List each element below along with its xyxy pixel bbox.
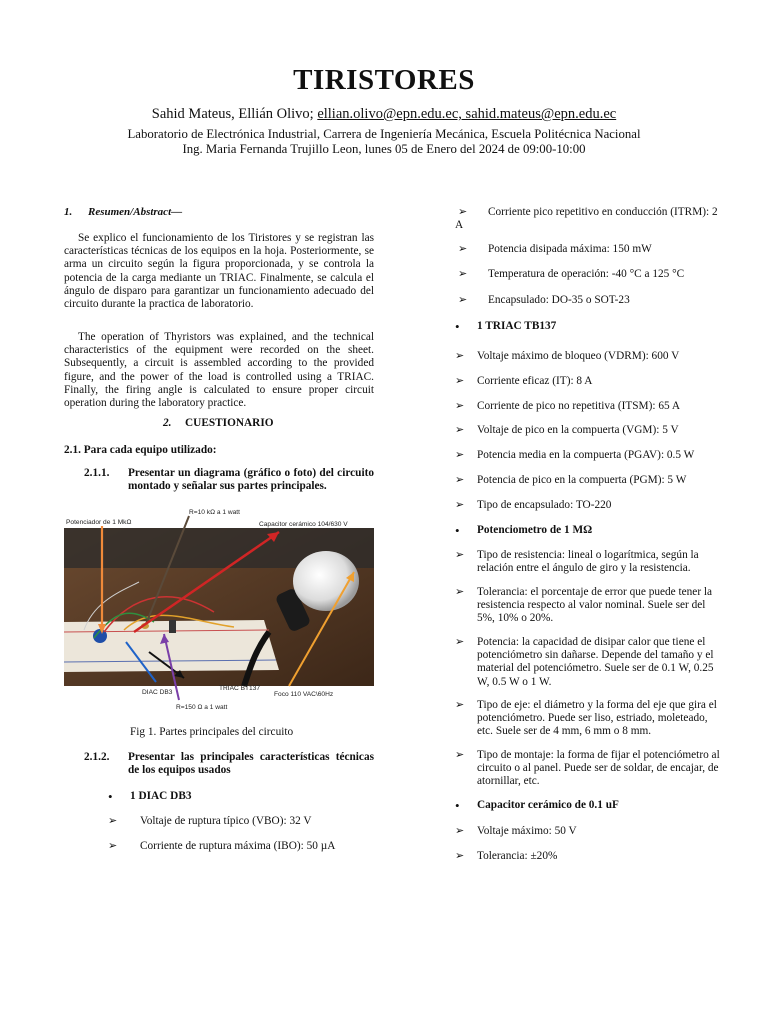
abstract-english: The operation of Thyristors was explained, and the technical characteristics of the equipment were recorded on the sheet. Subsequently, a circuit is assembled according to the provided figure, and the power of the load is controlled using a TRIAC. Finally, the firing angle is calculated to ensure proper circuit operation during the laboratory practice. xyxy=(64,331,374,410)
paper-title: TIRISTORES xyxy=(293,64,475,96)
arrow-bullet-icon: ➢ xyxy=(455,424,465,436)
list-item xyxy=(455,549,725,575)
list-item xyxy=(455,206,725,232)
triac-part xyxy=(169,620,176,633)
list-item xyxy=(455,424,725,437)
arrow-bullet-icon: ➢ xyxy=(458,268,468,280)
arrow-bullet-icon: ➢ xyxy=(455,749,465,761)
list-item xyxy=(455,749,725,789)
instructor-date: Ing. Maria Fernanda Trujillo Leon, lunes 05 de Enero del 2024 de 09:00-10:00 xyxy=(182,142,586,156)
list-item-text: Tipo de resistencia: lineal o logarítmica, según la relación entre el ángulo de giro y la resistencia. xyxy=(477,549,699,575)
abstract-spanish: Se explico el funcionamiento de los Tiristores y se registran las características técnicas de los equipos en la hoja. Posteriormente, se arma un circuito según la figura proporcionada, y se controla la potencia de la carga mediante un TRIAC. Finalmente, se calcula el ángulo de disparo para garantizar un funcionamiento adecuado del circuito durante la practica de laboratorio. xyxy=(64,232,374,311)
list-item-text: Voltaje máximo: 50 V xyxy=(477,825,577,837)
arrow-bullet-icon: ➢ xyxy=(455,375,465,387)
section-2-heading xyxy=(163,417,274,429)
arrow-bullet-icon: ➢ xyxy=(455,825,465,837)
list-item xyxy=(455,850,725,863)
arrow-bullet-icon: ➢ xyxy=(455,636,465,648)
list-item-text: Potencia de pico en la compuerta (PGM): 5 W xyxy=(477,474,687,486)
subsection-2-1-2-number: 2.1.2. xyxy=(84,751,110,763)
list-item-text: Encapsulado: DO-35 o SOT-23 xyxy=(488,294,630,306)
list-item-text: Corriente eficaz (IT): 8 A xyxy=(477,375,593,387)
list-item-text: Tipo de eje: el diámetro y la forma del eje que gira el potenciómetro. Puede ser liso, estriado, moleteado, etc. Suele ser de 4 mm, 6 mm o 8 mm. xyxy=(477,699,717,738)
bullet-potentiometer-title: Potenciometro de 1 MΩ xyxy=(477,524,593,536)
list-item xyxy=(455,825,725,838)
list-item-text: Voltaje de ruptura típico (VBO): 32 V xyxy=(140,815,312,827)
bullet-dot: • xyxy=(455,523,460,538)
label-potentiometer: Potenciador de 1 MkΩ xyxy=(66,519,132,526)
list-item xyxy=(455,586,725,626)
bullet-diac-title: 1 DIAC DB3 xyxy=(130,790,192,802)
list-item xyxy=(455,350,725,363)
section-2-number: 2. xyxy=(163,417,172,429)
list-item-text: Temperatura de operación: -40 °C a 125 °C xyxy=(488,268,685,280)
arrow-bullet-icon: ➢ xyxy=(455,549,465,561)
arrow-bullet-icon: ➢ xyxy=(455,350,465,362)
list-item-text: Potencia: la capacidad de disipar calor que tiene el potenciómetro sin dañarse. Depende del tamaño y el material del potenciómetro. Suele ser de 0.1 W, 0.25 W, 0.5 W o 1 W. xyxy=(477,636,714,688)
subsection-2-1-1-text: Presentar un diagrama (gráfico o foto) del circuito montado y señalar sus partes principales. xyxy=(128,467,374,493)
list-item-text: Tipo de montaje: la forma de fijar el potenciómetro al circuito o al panel. Puede ser de soldar, de encajar, de atornillar, etc. xyxy=(477,749,720,788)
bullet-dot: • xyxy=(455,319,460,334)
authors-emails[interactable]: ellian.olivo@epn.edu.ec, sahid.mateus@epn.edu.ec xyxy=(317,106,617,122)
list-item-text: Tolerancia: el porcentaje de error que puede tener la resistencia respecto al valor nominal. Suele ser del 5%, 10% o 20%. xyxy=(477,586,713,625)
bullet-triac-title: 1 TRIAC TB137 xyxy=(477,320,557,332)
list-item xyxy=(455,449,725,462)
label-diac: DIAC DB3 xyxy=(142,689,173,696)
arrow-bullet-icon: ➢ xyxy=(455,699,465,711)
list-item xyxy=(455,268,725,281)
label-triac: TRIAC BT137 xyxy=(219,685,261,692)
arrow-bullet-icon: ➢ xyxy=(455,449,465,461)
list-item-text: Corriente de ruptura máxima (IBO): 50 µA xyxy=(140,840,336,852)
subsection-2-1-2-text: Presentar las principales características técnicas de los equipos usados xyxy=(128,751,374,777)
list-item xyxy=(455,499,725,512)
label-foco: Foco 110 VAC\60Hz xyxy=(274,691,334,698)
arrow-bullet-icon: ➢ xyxy=(455,499,465,511)
bullet-capacitor-title: Capacitor cerámico de 0.1 uF xyxy=(477,799,619,811)
section-1-number: 1. xyxy=(64,206,73,218)
arrow-bullet-icon: ➢ xyxy=(108,815,118,827)
list-item xyxy=(455,699,725,739)
arrow-bullet-icon: ➢ xyxy=(455,400,465,412)
list-item xyxy=(455,636,725,689)
list-item-text: Voltaje máximo de bloqueo (VDRM): 600 V xyxy=(477,350,680,362)
list-item-text: Tolerancia: ±20% xyxy=(477,850,558,862)
section-2-title: CUESTIONARIO xyxy=(185,417,274,429)
subsection-2-1-1 xyxy=(84,467,374,494)
list-item-text: Tipo de encapsulado: TO-220 xyxy=(477,499,612,511)
subsection-2-1-2 xyxy=(84,751,374,778)
label-r150: R=150 Ω a 1 watt xyxy=(176,704,228,711)
arrow-bullet-icon: ➢ xyxy=(455,474,465,486)
list-item xyxy=(455,243,725,256)
subsection-2-1-1-number: 2.1.1. xyxy=(84,467,110,479)
arrow-bullet-icon: ➢ xyxy=(108,840,118,852)
arrow-bullet-icon: ➢ xyxy=(458,294,468,306)
bullet-dot: • xyxy=(455,798,460,813)
list-item xyxy=(455,375,725,388)
list-item xyxy=(455,294,725,307)
section-1-title: Resumen/Abstract— xyxy=(88,206,183,218)
arrow-bullet-icon: ➢ xyxy=(455,586,465,598)
list-item-text: Corriente de pico no repetitiva (ITSM): 65 A xyxy=(477,400,680,412)
list-item-text: Voltaje de pico en la compuerta (VGM): 5 V xyxy=(477,424,679,436)
authors-line xyxy=(0,106,768,123)
label-capacitor: Capacitor cerámico 104/630 V xyxy=(259,521,348,528)
bullet-dot: • xyxy=(108,789,113,804)
list-item xyxy=(108,815,374,828)
list-item xyxy=(455,474,725,487)
section-1-heading xyxy=(64,206,182,218)
arrow-bullet-icon: ➢ xyxy=(455,850,465,862)
list-item-text: Corriente pico repetitivo en conducción (ITRM): 2 A xyxy=(455,206,718,232)
list-item-text: Potencia disipada máxima: 150 mW xyxy=(488,243,652,255)
list-item-text: Potencia media en la compuerta (PGAV): 0.5 W xyxy=(477,449,695,461)
circuit-photo xyxy=(64,502,374,712)
authors-names: Sahid Mateus, Ellián Olivo; xyxy=(151,106,318,122)
label-r10k: R=10 kΩ a 1 watt xyxy=(189,509,240,516)
arrow-bullet-icon: ➢ xyxy=(458,206,468,218)
list-item xyxy=(108,840,374,853)
list-item xyxy=(455,400,725,413)
arrow-bullet-icon: ➢ xyxy=(458,243,468,255)
figure-caption: Fig 1. Partes principales del circuito xyxy=(130,726,294,738)
subsection-2-1: 2.1. Para cada equipo utilizado: xyxy=(64,444,217,456)
affiliation: Laboratorio de Electrónica Industrial, Carrera de Ingeniería Mecánica, Escuela Politécnica Nacional xyxy=(127,127,641,141)
